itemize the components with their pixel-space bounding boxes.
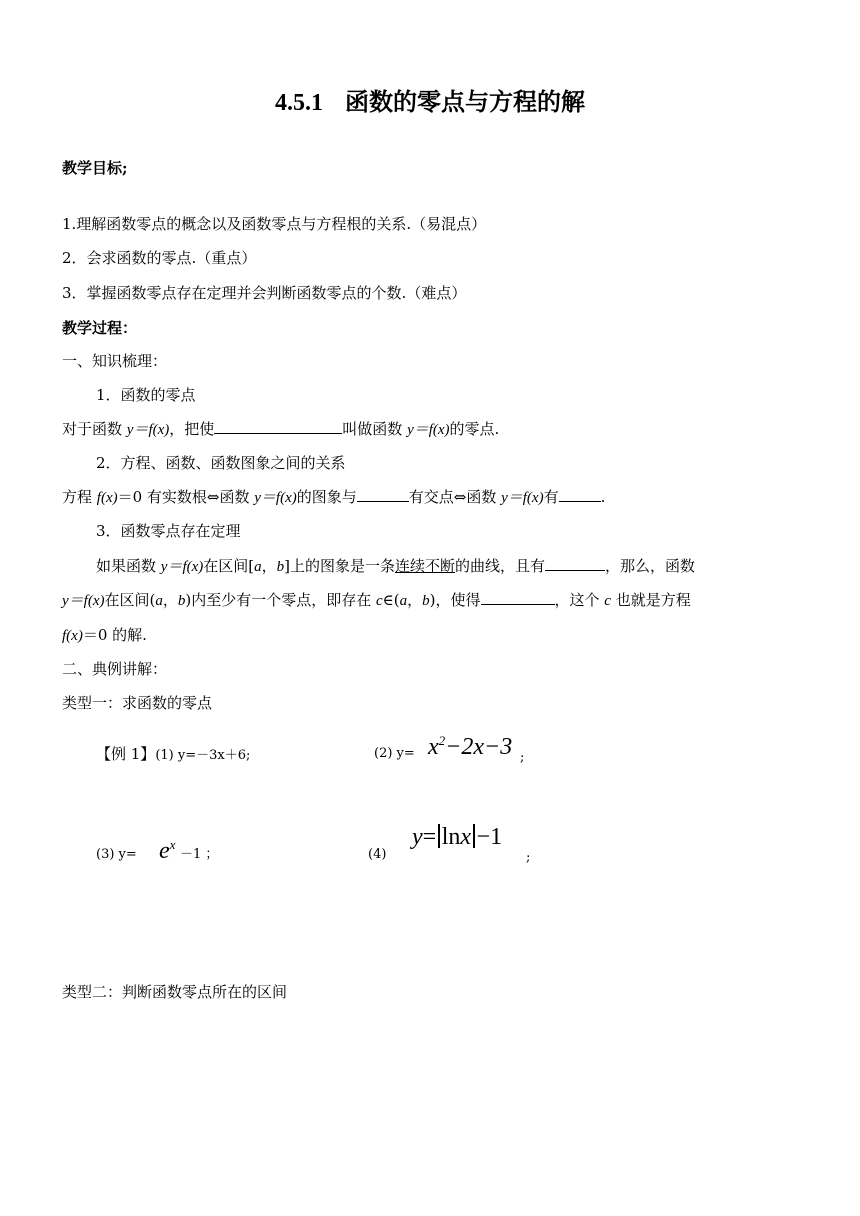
item-3-line-1: 如果函数 y＝f(x)在区间[a，b]上的图象是一条连续不断的曲线，且有 ，那么，函数 <box>96 557 696 575</box>
item-3-heading: 3．函数零点存在定理 <box>96 522 241 540</box>
blank-fc-zero[interactable] <box>481 590 555 605</box>
example-1-part-2-expr: $x^2-2x-3$ <box>428 733 513 760</box>
example-1-part-3-suffix: －1 ； <box>180 847 219 862</box>
blank-zero-definition[interactable] <box>214 419 342 434</box>
abs-bar-left <box>438 824 440 848</box>
section-1-heading: 一、知识梳理： <box>62 352 168 370</box>
goals-heading: 教学目标; <box>62 159 128 177</box>
example-1-part-2-suffix: ; <box>520 750 525 765</box>
item-3-line-2: y＝f(x)在区间(a，b)内至少有一个零点，即存在 c∈(a，b)，使得 ，这个 c 也就是方程 <box>62 591 691 609</box>
abs-bar-right <box>473 824 475 848</box>
type-2-heading: 类型二：判断函数零点所在的区间 <box>62 983 288 1001</box>
blank-condition[interactable] <box>545 556 605 571</box>
blank-intersect-axis[interactable] <box>357 487 409 502</box>
item-3-line-3: f(x)＝0 的解. <box>62 626 147 644</box>
goal-1: 1.理解函数零点的概念以及函数零点与方程根的关系.（易混点） <box>62 215 487 233</box>
example-1-part-1: 【例 1】(1) y=－3x＋6; <box>96 745 251 763</box>
title-text: 函数的零点与方程的解 <box>345 87 585 116</box>
example-1-part-4-expr: y= lnx −1 <box>412 824 503 850</box>
item-2-text: 方程 f(x)＝0 有实数根⇔函数 y＝f(x)的图象与 有交点⇔函数 y＝f(x)有 . <box>62 488 606 506</box>
continuous-underlined: 连续不断 <box>395 557 456 575</box>
item-2-heading: 2．方程、函数、函数图象之间的关系 <box>96 454 346 472</box>
example-1-part-2-prefix: (2) y= <box>374 746 415 761</box>
process-heading: 教学过程： <box>62 319 138 337</box>
goal-2: 2．会求函数的零点.（重点） <box>62 249 257 267</box>
page-title <box>0 86 860 119</box>
item-1-heading: 1．函数的零点 <box>96 386 196 404</box>
example-1-part-3-expr: $e^x$ <box>159 837 176 864</box>
example-1-part-3-prefix: (3) y= <box>96 847 137 862</box>
item-1-text: 对于函数 y＝f(x)，把使 叫做函数 y＝f(x)的零点. <box>62 420 500 438</box>
blank-has-zero[interactable] <box>559 487 601 502</box>
section-2-heading: 二、典例讲解： <box>62 660 168 678</box>
example-1-part-4-prefix: (4) <box>368 847 387 862</box>
type-1-heading: 类型一：求函数的零点 <box>62 694 213 712</box>
title-number: 4.5.1 <box>275 90 323 116</box>
goal-3: 3．掌握函数零点存在定理并会判断函数零点的个数.（难点） <box>62 284 467 302</box>
example-1-part-4-suffix: ; <box>526 850 531 865</box>
